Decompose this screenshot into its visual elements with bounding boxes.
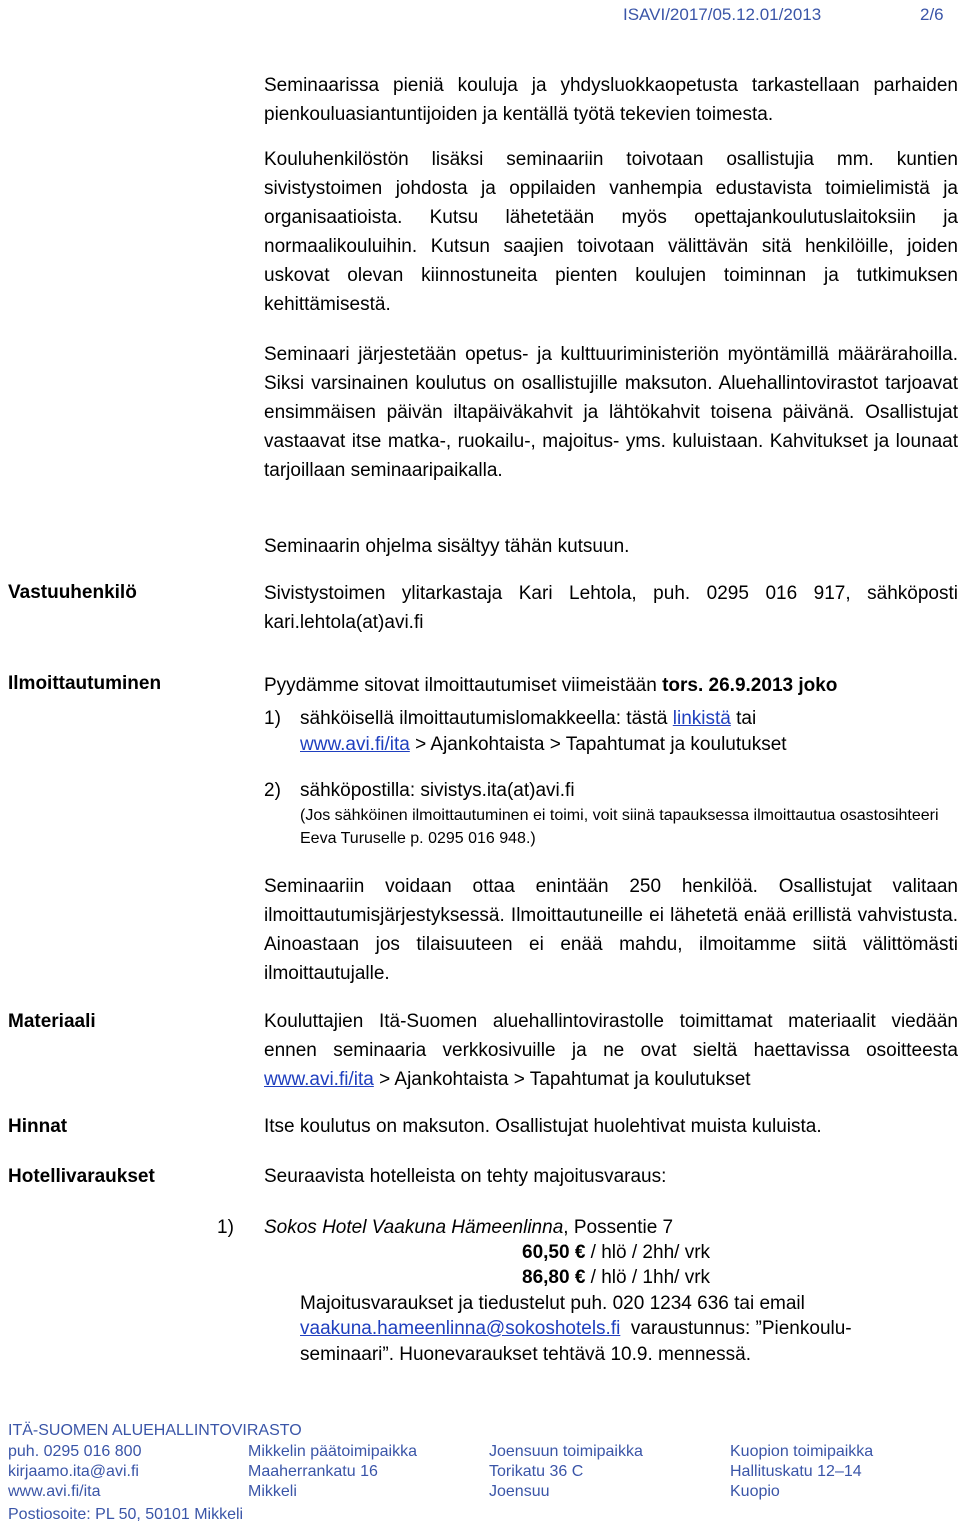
footer-email[interactable]: kirjaamo.ita@avi.fi: [8, 1463, 139, 1480]
document-reference: ISAVI/2017/05.12.01/2013: [623, 5, 822, 24]
registration-item-2-number: 2): [264, 780, 281, 801]
registration-item-1: [300, 704, 756, 733]
hotel-1-address: , Possentie 7: [563, 1217, 674, 1238]
footer-postal: Postiosoite: PL 50, 50101 Mikkeli: [8, 1506, 244, 1523]
footer-kuopio-city: Kuopio: [730, 1483, 780, 1500]
hotel-1-email-line: [300, 1314, 852, 1343]
hotel-1-email-link[interactable]: vaakuna.hameenlinna@sokoshotels.fi: [300, 1318, 621, 1339]
registration-capacity: Seminaariin voidaan ottaa enintään 250 henkilöä. Osallistujat valitaan ilmoittautumisjärjestyksessä. Ilmoittautuneille ei lähetetä enää erillistä vahvistusta. Ainoastaan jos tilaisuuteen ei enää mahdu, ilmoitamme siitä välittömästi ilmoittautujalle.: [264, 876, 958, 984]
footer-mikkeli-street: Maaherrankatu 16: [248, 1463, 378, 1480]
footer-org: ITÄ-SUOMEN ALUEHALLINTOVIRASTO: [8, 1422, 302, 1439]
registration-label: Ilmoittautuminen: [8, 673, 162, 694]
avi-ita-link[interactable]: www.avi.fi/ita: [300, 734, 410, 755]
contact-label: Vastuuhenkilö: [8, 582, 137, 603]
registration-item-1-number: 1): [264, 708, 281, 729]
prices-label: Hinnat: [8, 1116, 68, 1137]
footer-joensuu-city: Joensuu: [489, 1483, 550, 1500]
page-number: 2/6: [920, 5, 944, 24]
footer-joensuu-street: Torikatu 36 C: [489, 1463, 584, 1480]
registration-note: (Jos sähköinen ilmoittautuminen ei toimi, voit siinä tapauksessa ilmoittautua osastosihteeri Eeva Turuselle p. 0295 016 948.): [300, 807, 939, 847]
registration-lead: [264, 671, 837, 700]
euro-icon: €: [574, 1267, 586, 1288]
hotel-1-price-1-unit: / hlö / 2hh/ vrk: [585, 1242, 711, 1263]
intro-paragraph-2: Kouluhenkilöstön lisäksi seminaariin toivotaan osallistujia mm. kuntien sivistystoimen johdosta ja oppilaiden vanhempia edustavista toimielimistä ja organisaatioista. Kutsu lähetetään myös opettajankoulutuslaitoksiin ja normaalikouluihin. Kutsun saajien toivotaan välittävän sitä henkilöille, joiden uskovat olevan kiinnostuneita pienten koulujen toiminnan ja tutkimuksen kehittämisestä.: [264, 149, 958, 315]
material-avi-link[interactable]: www.avi.fi/ita: [264, 1069, 374, 1090]
registration-form-link[interactable]: linkistä: [672, 708, 731, 729]
hotel-1-price-2-unit: / hlö / 1hh/ vrk: [585, 1267, 711, 1288]
intro-paragraph-1: Seminaarissa pieniä kouluja ja yhdysluokkaopetusta tarkastellaan parhaiden pienkouluasiantuntijoiden ja kentällä työtä tekevien toimesta.: [264, 75, 958, 125]
material-text: [264, 1007, 958, 1094]
hotels-intro: Seuraavista hotelleista on tehty majoitusvaraus:: [264, 1166, 667, 1187]
registration-item-1-text: sähköisellä ilmoittautumislomakkeella: tästä: [300, 708, 673, 729]
registration-item-1-line-2: [300, 730, 787, 759]
hotel-1-deadline: seminaari”. Huonevaraukset tehtävä 10.9. mennessä.: [300, 1344, 751, 1365]
footer-mikkeli-title: Mikkelin päätoimipaikka: [248, 1443, 417, 1460]
footer-website[interactable]: www.avi.fi/ita: [8, 1483, 101, 1500]
intro-paragraph-4: Seminaarin ohjelma sisältyy tähän kutsuun.: [264, 536, 630, 557]
euro-icon: €: [574, 1242, 586, 1263]
material-label: Materiaali: [8, 1011, 96, 1032]
footer-col-1: [8, 1442, 141, 1502]
footer-col-3: [489, 1442, 643, 1502]
hotel-1-code: varaustunnus: ”Pienkoulu-: [620, 1318, 852, 1339]
material-path: > Ajankohtaista > Tapahtumat ja koulutukset: [373, 1069, 751, 1090]
registration-item-1-tail: tai: [730, 708, 757, 729]
footer-joensuu-title: Joensuun toimipaikka: [489, 1443, 643, 1460]
footer-phone: puh. 0295 016 800: [8, 1443, 142, 1460]
registration-deadline: tors. 26.9.2013 joko: [662, 675, 838, 696]
hotel-1-number: 1): [217, 1217, 234, 1238]
hotel-1-price-1-value: 60,50: [522, 1242, 570, 1263]
hotel-1-booking-line: Majoitusvaraukset ja tiedustelut puh. 020 1234 636 tai email: [300, 1293, 805, 1314]
registration-item-1-path: > Ajankohtaista > Tapahtumat ja koulutukset: [409, 734, 787, 755]
material-text-body: Kouluttajien Itä-Suomen aluehallintovirastolle toimittamat materiaalit viedään ennen seminaaria verkkosivuille ja ne ovat sieltä haettavissa osoitteesta: [264, 1011, 958, 1061]
hotel-1-price-2: [522, 1263, 710, 1292]
registration-lead-text: Pyydämme sitovat ilmoittautumiset viimeistään: [264, 675, 663, 696]
footer-col-2: [248, 1442, 417, 1502]
intro-paragraph-3: Seminaari järjestetään opetus- ja kulttuuriministeriön myöntämillä määrärahoilla. Siksi varsinainen koulutus on osallistujille maksuton. Aluehallintovirastot tarjoavat ensimmäisen päivän iltapäiväkahvit ja lähtökahvit toisena päivänä. Osallistujat vastaavat itse matka-, ruokailu-, majoitus- yms. kuluistaan. Kahvitukset ja lounaat tarjoillaan seminaaripaikalla.: [264, 344, 958, 481]
contact-text: Sivistystoimen ylitarkastaja Kari Lehtola, puh. 0295 016 917, sähköposti kari.lehtola(at)avi.fi: [264, 583, 958, 633]
prices-text: Itse koulutus on maksuton. Osallistujat huolehtivat muista kuluista.: [264, 1116, 822, 1137]
footer-mikkeli-city: Mikkeli: [248, 1483, 297, 1500]
hotel-1-price-2-value: 86,80: [522, 1267, 570, 1288]
footer-kuopio-street: Hallituskatu 12–14: [730, 1463, 862, 1480]
footer-col-4: [730, 1442, 873, 1502]
registration-item-2: sähköpostilla: sivistys.ita(at)avi.fi: [300, 780, 575, 801]
footer-kuopio-title: Kuopion toimipaikka: [730, 1443, 874, 1460]
hotel-1-name: Sokos Hotel Vaakuna Hämeenlinna: [264, 1217, 564, 1238]
hotels-label: Hotellivaraukset: [8, 1166, 155, 1187]
